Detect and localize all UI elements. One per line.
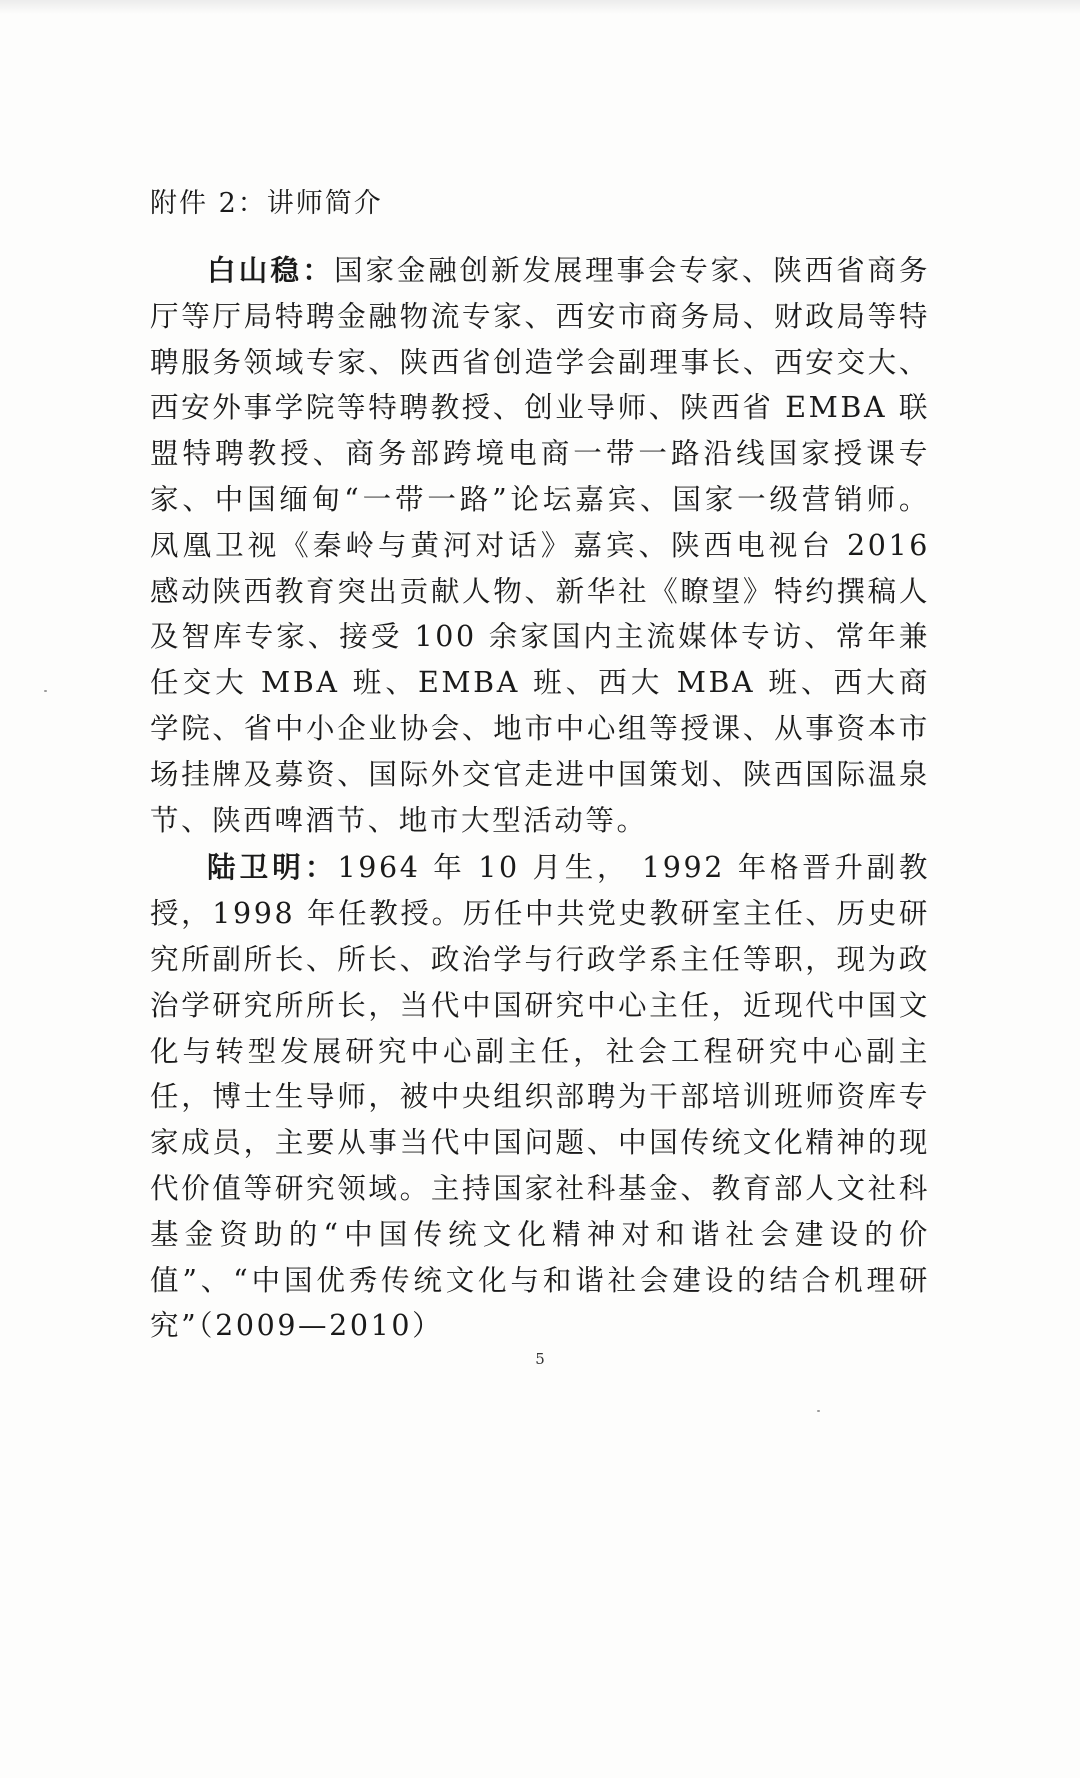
scan-speck xyxy=(44,690,47,692)
instructor-bio-text-2: 1964 年 10 月生， 1992 年格晋升副教授，1998 年任教授。历任中共党史教研室主任、历史研究所副所长、所长、政治学与行政学系主任等职，现为政治学研究所所长，当代中国研究中心主任，近现代中国文化与转型发展研究中心副主任，社会工程研究中心副主任，博士生导师，被中央组织部聘为干部培训班师资库专家成员，主要从事当代中国问题、中国传统文化精神的现代价值等研究领域。主持国家社科基金、教育部人文社科基金资助的“中国传统文化精神对和谐社会建设的价值”、“中国优秀传统文化与和谐社会建设的结合机理研究”（2009—2010） xyxy=(150,851,930,1343)
instructor-bio-text-1: 国家金融创新发展理事会专家、陕西省商务厅等厅局特聘金融物流专家、西安市商务局、财政局等特聘服务领域专家、陕西省创造学会副理事长、西安交大、西安外事学院等特聘教授、创业导师、陕西省 EMBA 联盟特聘教授、商务部跨境电商一带一路沿线国家授课专家、中国缅甸“一带一路”论坛嘉宾、国家一级营销师。凤凰卫视《秦岭与黄河对话》嘉宾、陕西电视台 2016 感动陕西教育突出贡献人物、新华社《瞭望》特约撰稿人及智库专家、接受 100 余家国内主流媒体专访、常年兼任交大 MBA 班、EMBA 班、西大 MBA 班、西大商学院、省中小企业协会、地市中心组等授课、从事资本市场挂牌及募资、国际外交官走进中国策划、陕西国际温泉节、陕西啤酒节、地市大型活动等。 xyxy=(150,254,930,837)
attachment-heading: 附件 2：讲师简介 xyxy=(150,188,383,219)
scan-shadow xyxy=(0,0,1080,14)
document-body xyxy=(150,180,930,1349)
instructor-bio-2 xyxy=(150,845,930,1349)
instructor-name-1: 白山稳： xyxy=(207,254,335,287)
page-number: 5 xyxy=(535,1350,545,1368)
instructor-name-2: 陆卫明： xyxy=(207,851,338,885)
instructor-bio-1 xyxy=(150,248,930,843)
scan-speck xyxy=(817,1410,820,1412)
